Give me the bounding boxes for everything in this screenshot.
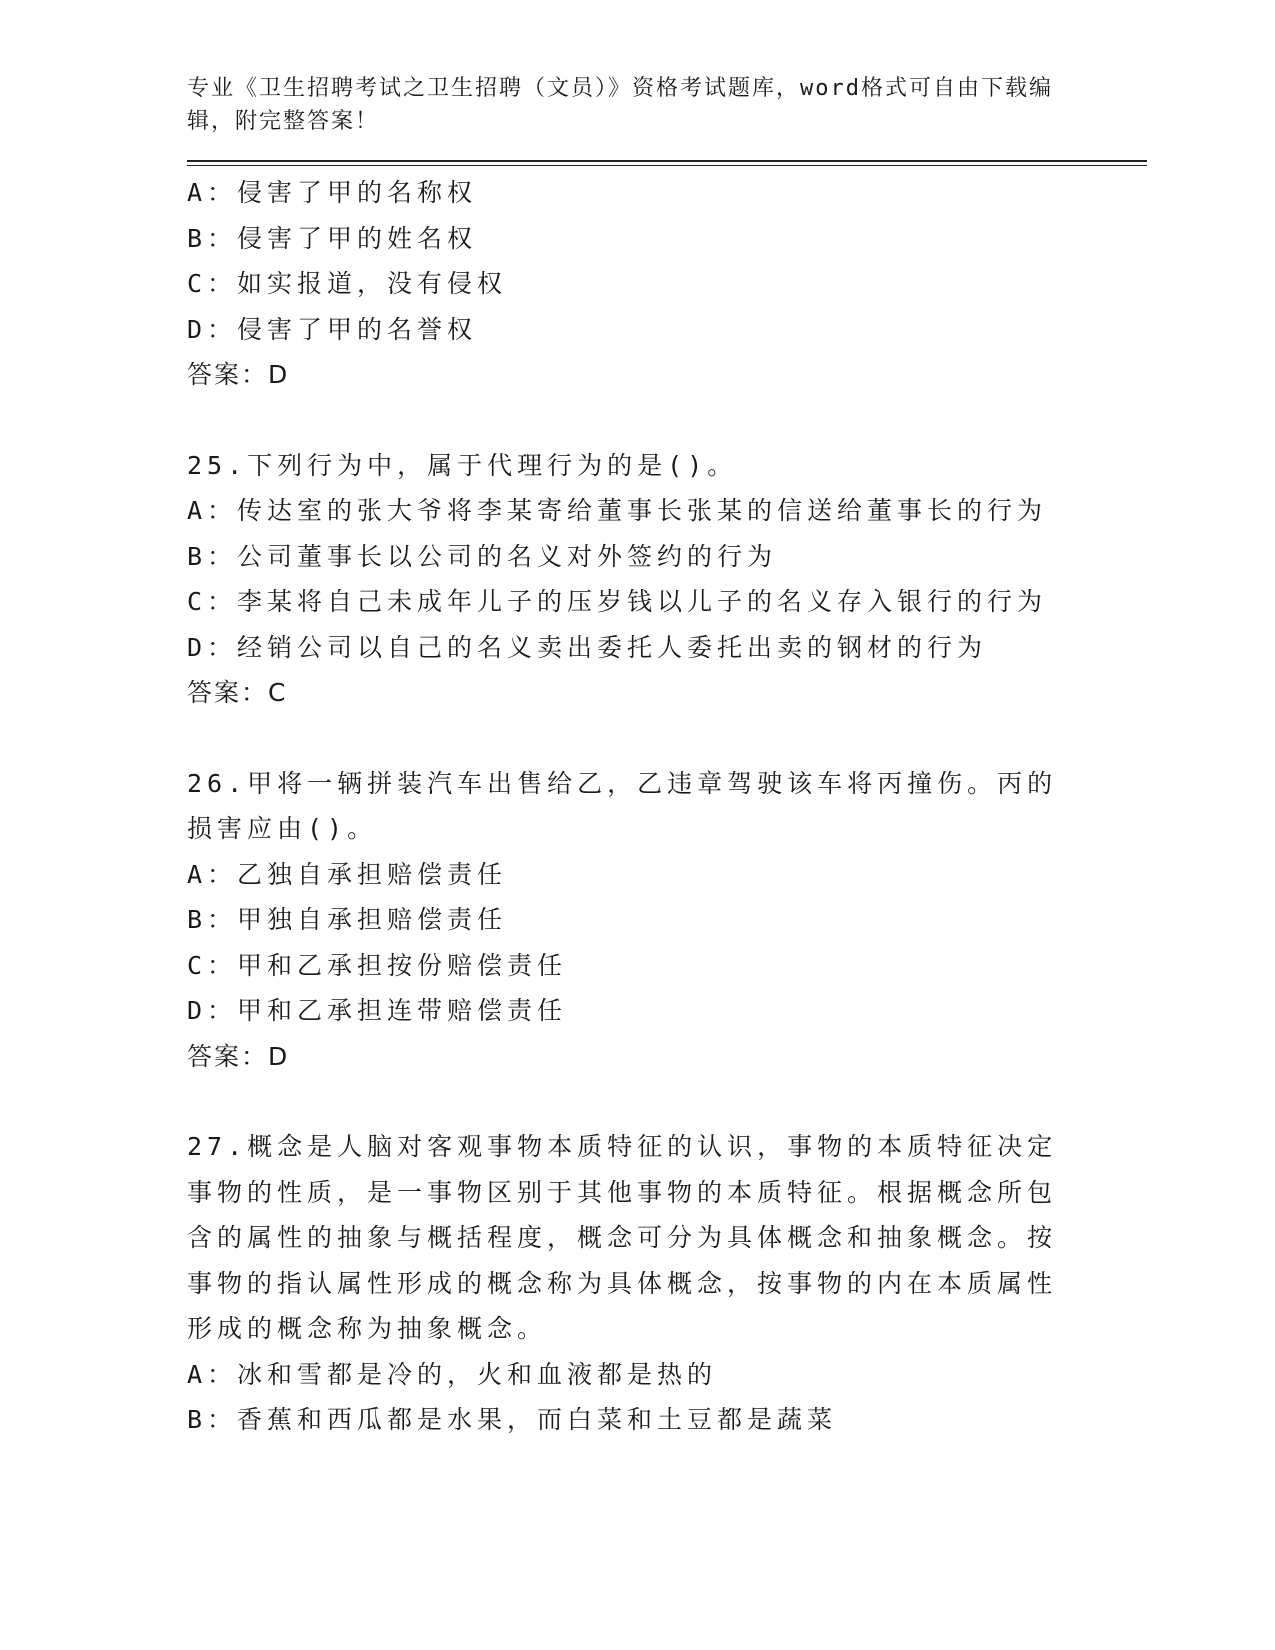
answer-text: 答案：C: [187, 678, 288, 707]
document-header: 专业《卫生招聘考试之卫生招聘（文员）》资格考试题库，word格式可自由下载编辑，附完整答案！: [187, 76, 1053, 134]
answer-text: 答案：D: [187, 360, 290, 389]
question-text: 25.下列行为中，属于代理行为的是()。: [187, 450, 738, 480]
option-c: C：李某将自己未成年儿子的压岁钱以儿子的名义存入银行的行为: [187, 587, 1048, 616]
spacer: [187, 398, 1147, 443]
document-page: [187, 72, 1147, 1443]
option-c: C：甲和乙承担按份赔偿责任: [187, 950, 568, 980]
option-b: B：甲独自承担赔偿责任: [187, 905, 508, 934]
spacer: [187, 716, 1147, 761]
option-d: D：侵害了甲的名誉权: [187, 314, 478, 344]
question-text: 27.概念是人脑对客观事物本质特征的认识，事物的本质特征决定事物的性质，是一事物区别于其他事物的本质特征。根据概念所包含的属性的抽象与概括程度，概念可分为具体概念和抽象概念。按事物的指认属性形成的概念称为具体概念，按事物的内在本质属性形成的概念称为抽象概念。: [187, 1132, 1058, 1343]
option-b: B：侵害了甲的姓名权: [187, 223, 478, 253]
question-25: [187, 443, 1147, 716]
question-text: 26.甲将一辆拼装汽车出售给乙，乙违章驾驶该车将丙撞伤。丙的损害应由()。: [187, 768, 1058, 843]
option-a: A：冰和雪都是冷的，火和血液都是热的: [187, 1359, 718, 1389]
option-d: D：经销公司以自己的名义卖出委托人委托出卖的钢材的行为: [187, 632, 988, 662]
spacer: [187, 1079, 1147, 1124]
option-c: C：如实报道，没有侵权: [187, 269, 508, 298]
option-a: A：传达室的张大爷将李某寄给董事长张某的信送给董事长的行为: [187, 496, 1048, 525]
question-26: [187, 761, 1147, 1080]
option-d: D：甲和乙承担连带赔偿责任: [187, 996, 568, 1025]
option-b: B：公司董事长以公司的名义对外签约的行为: [187, 541, 778, 571]
question-27: [187, 1124, 1147, 1443]
option-b: B：香蕉和西瓜都是水果，而白菜和土豆都是蔬菜: [187, 1405, 838, 1434]
option-a: A：侵害了甲的名称权: [187, 178, 478, 207]
header-divider: [187, 160, 1147, 166]
question-24: [187, 170, 1147, 398]
answer-text: 答案：D: [187, 1041, 290, 1071]
option-a: A：乙独自承担赔偿责任: [187, 859, 508, 889]
